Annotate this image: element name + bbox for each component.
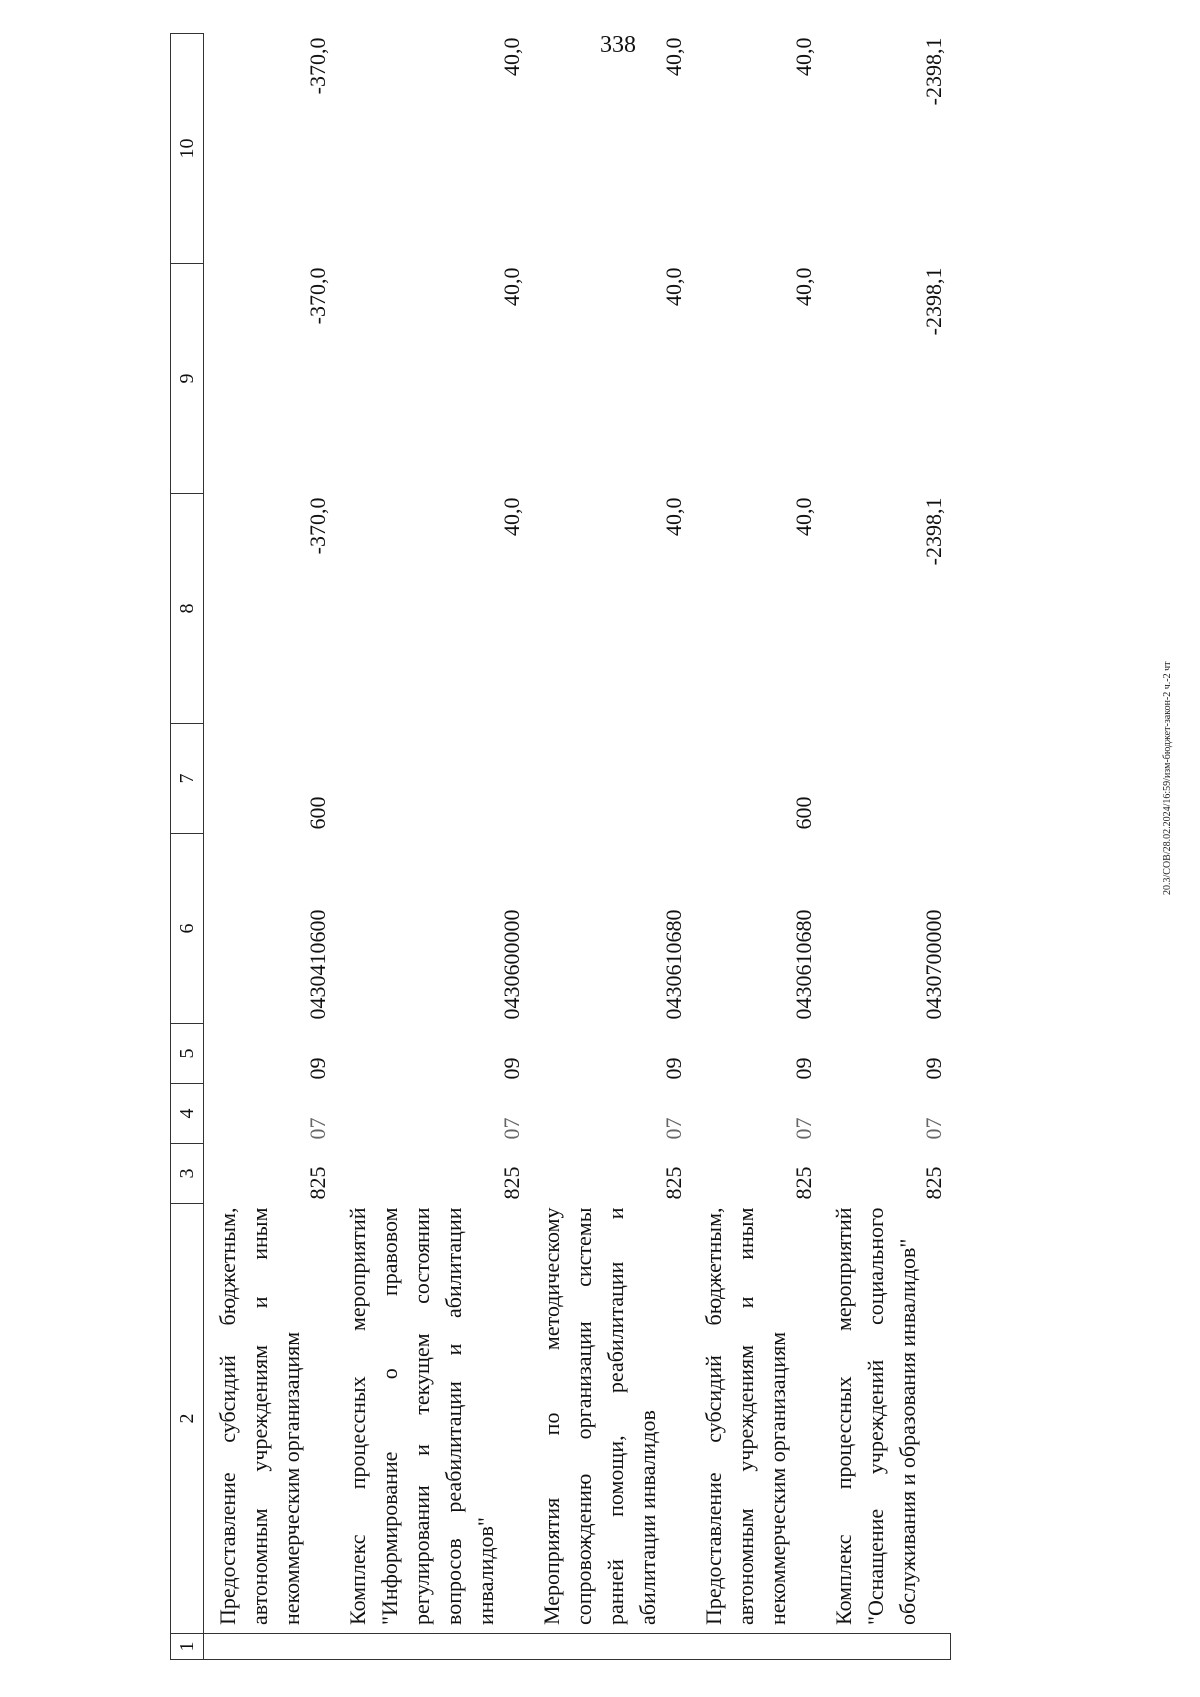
- cell-subsection: 09: [921, 1057, 946, 1080]
- page-number: 338: [600, 32, 636, 58]
- cell-admin-code: 825: [791, 1166, 816, 1200]
- cell-amount-col9: 40,0: [661, 267, 686, 306]
- row-number-cell: [690, 1634, 820, 1660]
- row-name: Предоставление субсидий бюджетным, автономным учреждениям и иным некоммерческим организациям: [701, 1207, 790, 1625]
- cell-section: 07: [791, 1117, 816, 1140]
- table-row: [690, 34, 820, 1660]
- table-row: [528, 34, 690, 1660]
- budget-table-rotated: [170, 34, 1120, 1660]
- cell-section: 07: [921, 1117, 946, 1140]
- table-header-row: [171, 34, 204, 1660]
- column-header: 8: [171, 494, 204, 724]
- table-row: [820, 34, 950, 1660]
- cell-section: 07: [661, 1117, 686, 1140]
- cell-amount-col10: -370,0: [305, 37, 330, 95]
- column-header: 9: [171, 264, 204, 494]
- column-header: 4: [171, 1084, 204, 1144]
- cell-amount-col10: -2398,1: [921, 37, 946, 106]
- cell-amount-col9: -2398,1: [921, 267, 946, 336]
- row-number-cell: [820, 1634, 950, 1660]
- cell-admin-code: 825: [499, 1166, 524, 1200]
- cell-amount-col9: 40,0: [791, 267, 816, 306]
- column-header: 6: [171, 834, 204, 1024]
- cell-amount-col10: 40,0: [661, 37, 686, 76]
- cell-target-article: 0430410600: [305, 909, 330, 1020]
- document-footer-code: 20.3/СОВ/28.02.2024/16:59/изм-бюджет-закон-2 ч.-2 чт: [1162, 661, 1173, 895]
- cell-admin-code: 825: [661, 1166, 686, 1200]
- cell-amount-col8: 40,0: [791, 497, 816, 536]
- column-header: 2: [171, 1204, 204, 1634]
- cell-subsection: 09: [305, 1057, 330, 1080]
- cell-subsection: 09: [791, 1057, 816, 1080]
- cell-admin-code: 825: [921, 1166, 946, 1200]
- cell-amount-col8: -370,0: [305, 497, 330, 555]
- budget-table: [170, 33, 951, 1660]
- column-header: 5: [171, 1024, 204, 1084]
- row-name: Предоставление субсидий бюджетным, автономным учреждениям и иным некоммерческим организациям: [215, 1207, 304, 1625]
- cell-target-article: 0430610680: [661, 909, 686, 1020]
- cell-amount-col8: 40,0: [661, 497, 686, 536]
- row-number-cell: [334, 1634, 528, 1660]
- cell-expense-type: 600: [305, 796, 330, 830]
- cell-subsection: 09: [499, 1057, 524, 1080]
- table-row: [334, 34, 528, 1660]
- row-number-cell: [204, 1634, 335, 1660]
- cell-amount-col9: 40,0: [499, 267, 524, 306]
- cell-amount-col8: 40,0: [499, 497, 524, 536]
- cell-amount-col9: -370,0: [305, 267, 330, 325]
- cell-amount-col10: 40,0: [791, 37, 816, 76]
- row-name: Мероприятия по методическому сопровождению организации системы ранней помощи, реабилитации и абилитации инвалидов: [539, 1207, 660, 1625]
- row-name: Комплекс процессных мероприятий "Информирование о правовом регулировании и текущем состоянии вопросов реабилитации и абилитации инвалидов": [345, 1207, 498, 1625]
- row-name: Комплекс процессных мероприятий "Оснащение учреждений социального обслуживания и образования инвалидов": [831, 1207, 920, 1625]
- column-header: 7: [171, 724, 204, 834]
- column-header: 3: [171, 1144, 204, 1204]
- table-row: [204, 34, 335, 1660]
- cell-target-article: 0430610680: [791, 909, 816, 1020]
- column-header: 1: [171, 1634, 204, 1660]
- cell-subsection: 09: [661, 1057, 686, 1080]
- cell-expense-type: [528, 724, 690, 834]
- cell-expense-type: 600: [791, 796, 816, 830]
- cell-expense-type: [820, 724, 950, 834]
- cell-admin-code: 825: [305, 1166, 330, 1200]
- cell-amount-col10: 40,0: [499, 37, 524, 76]
- cell-expense-type: [334, 724, 528, 834]
- cell-section: 07: [499, 1117, 524, 1140]
- cell-amount-col8: -2398,1: [921, 497, 946, 566]
- cell-target-article: 0430600000: [499, 909, 524, 1020]
- cell-section: 07: [305, 1117, 330, 1140]
- column-header: 10: [171, 34, 204, 264]
- row-number-cell: [528, 1634, 690, 1660]
- cell-target-article: 0430700000: [921, 909, 946, 1020]
